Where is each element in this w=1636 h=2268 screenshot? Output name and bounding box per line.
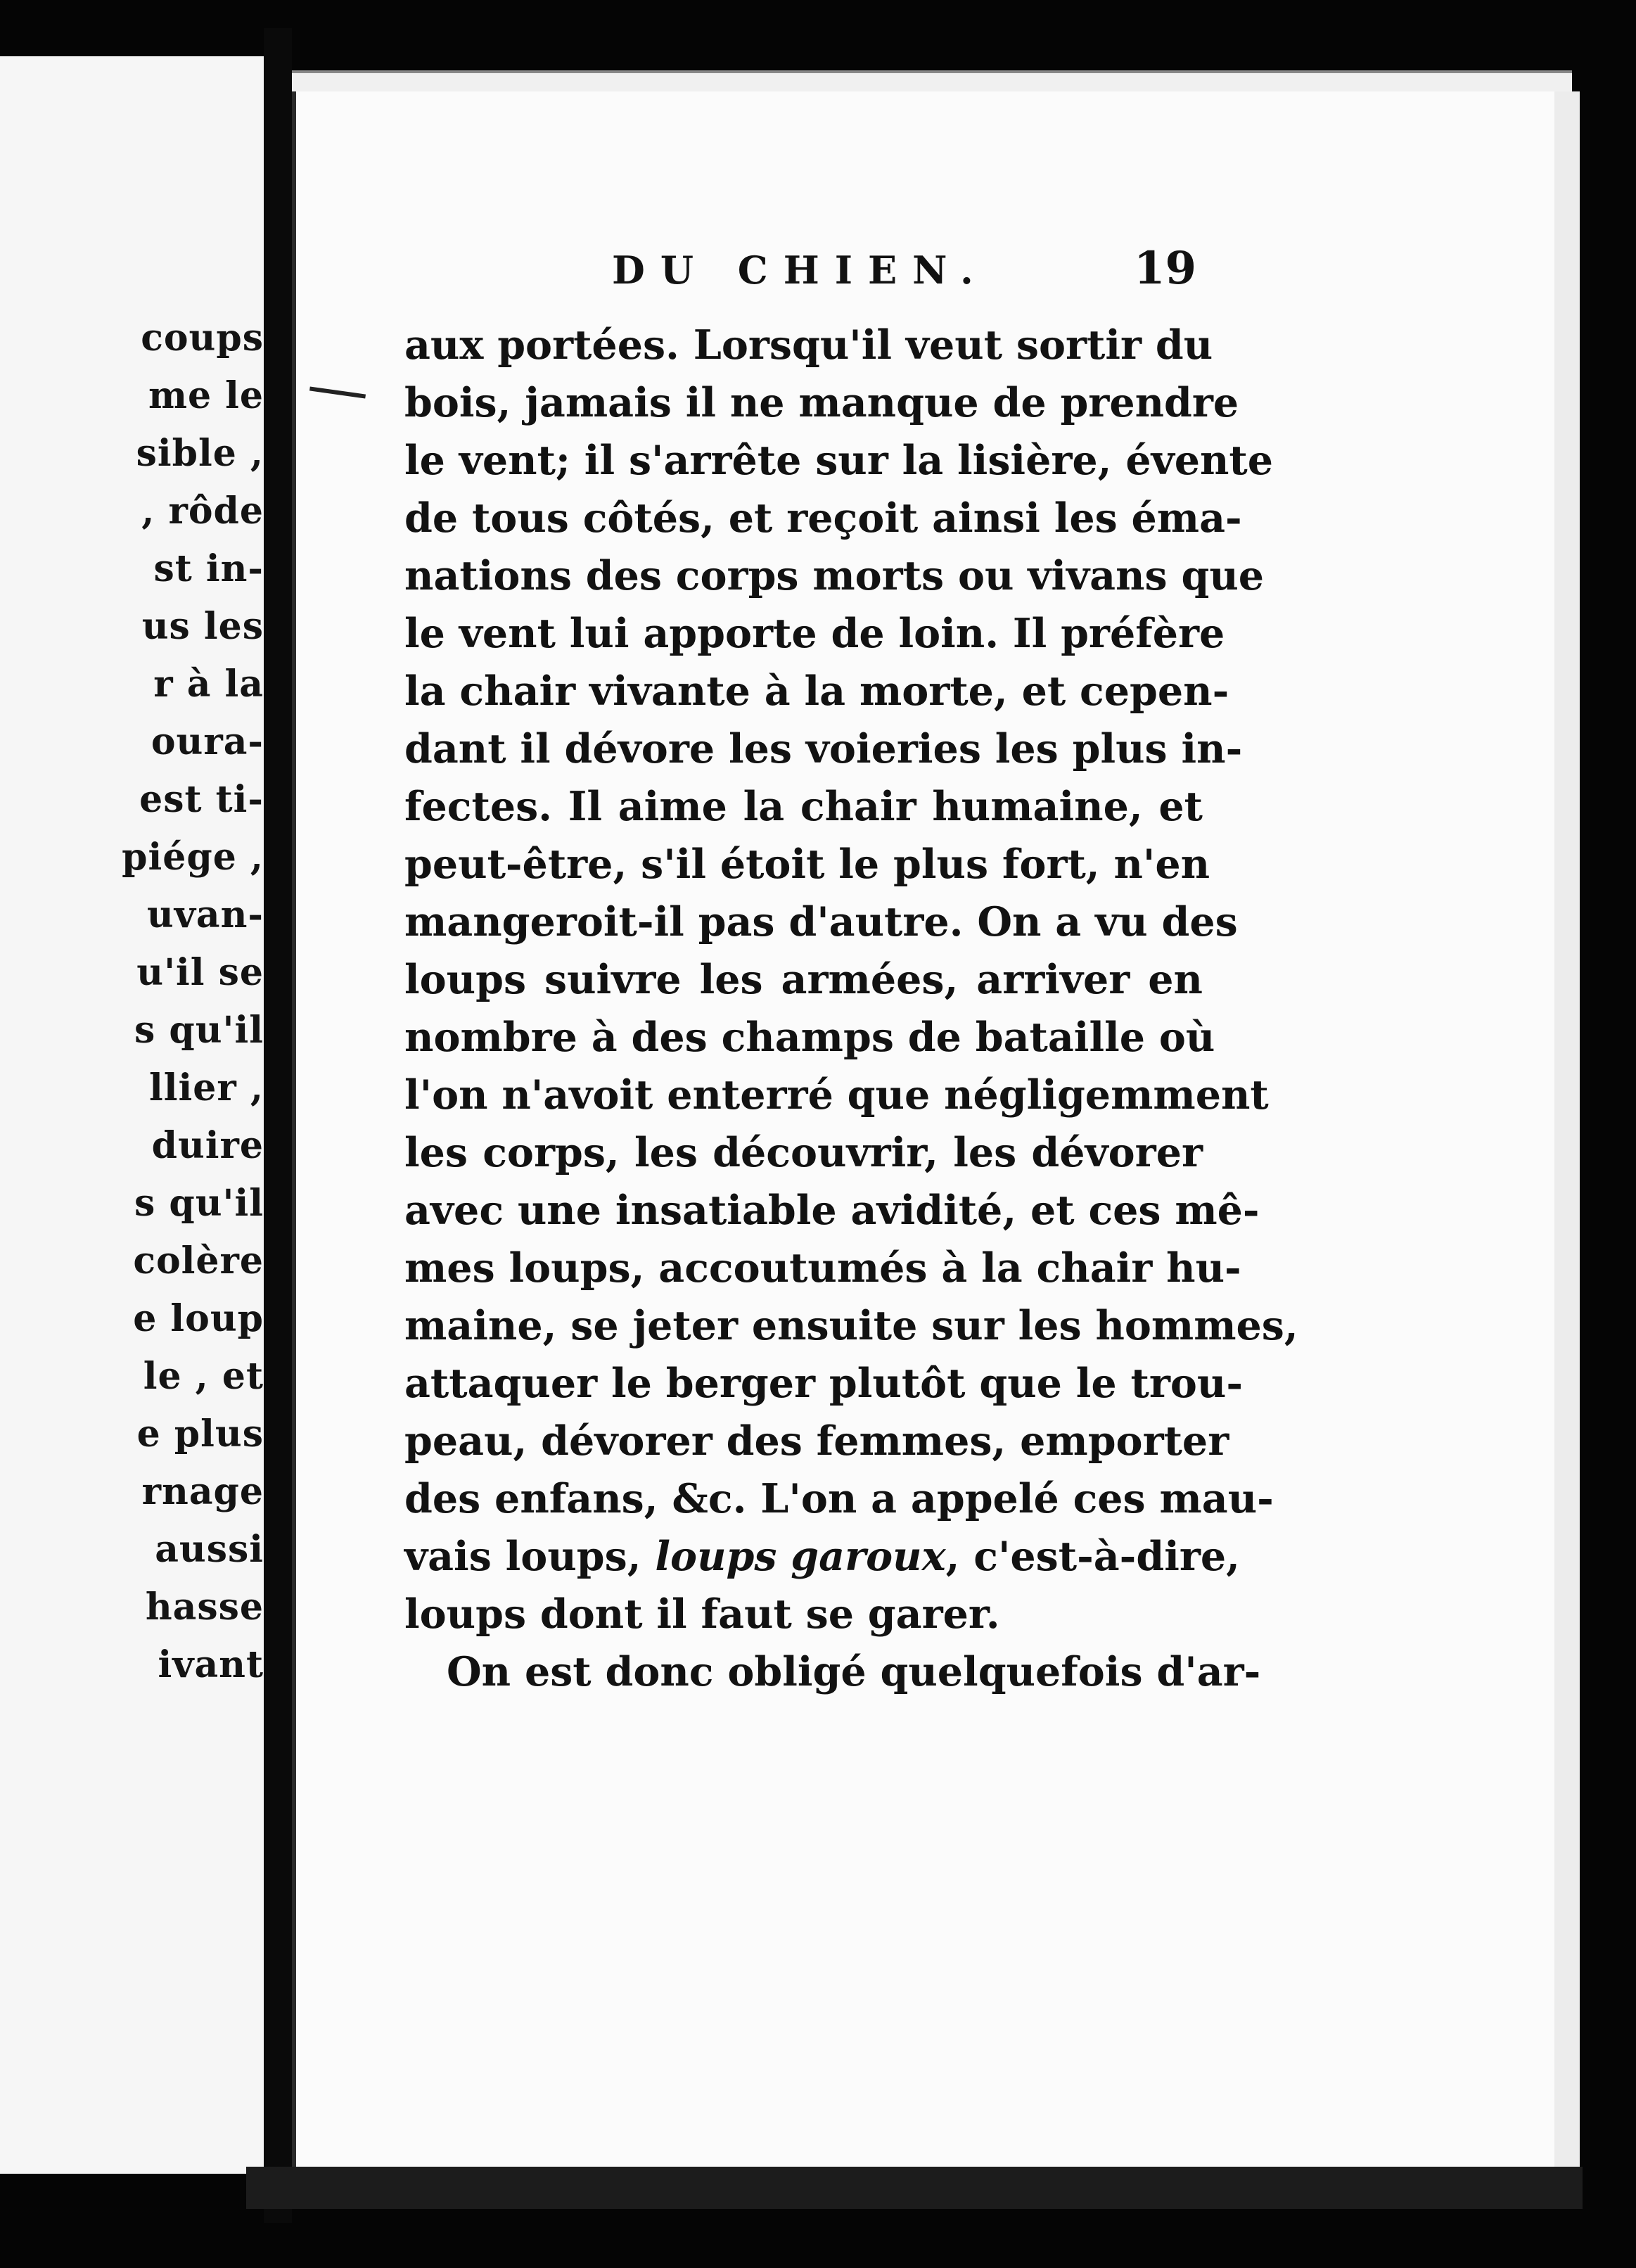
left-text-line: sible , xyxy=(136,432,264,475)
text-line: loups suivre les armées, arriver en xyxy=(404,956,1203,1003)
left-text-line: duire xyxy=(151,1124,264,1167)
left-text-line: uvan- xyxy=(146,893,264,936)
text-run: vais loups, xyxy=(404,1533,656,1580)
left-text-line: aussi xyxy=(155,1528,264,1571)
left-text-line: st in- xyxy=(153,547,264,590)
left-text-line: llier , xyxy=(149,1066,264,1109)
left-text-line: e plus xyxy=(136,1413,264,1455)
left-text-line: le , et xyxy=(143,1355,264,1398)
left-text-line: hasse xyxy=(145,1586,264,1629)
text-line: peut-être, s'il étoit le plus fort, n'en xyxy=(404,841,1210,888)
text-line: les corps, les découvrir, les dévorer xyxy=(404,1129,1203,1176)
left-text-line: rnage xyxy=(141,1470,264,1513)
left-text-line: s qu'il xyxy=(134,1009,264,1052)
text-line: de tous côtés, et reçoit ainsi les éma- xyxy=(404,495,1242,542)
left-text-line: ivant xyxy=(158,1643,264,1686)
left-text-line: , rôde xyxy=(141,490,264,533)
left-text-line: coups xyxy=(141,317,264,359)
text-line: aux portées. Lorsqu'il veut sortir du xyxy=(404,321,1213,369)
text-line: dant il dévore les voieries les plus in- xyxy=(404,725,1243,772)
text-line: fectes. Il aime la chair humaine, et xyxy=(404,783,1203,830)
text-line: avec une insatiable avidité, et ces mê- xyxy=(404,1187,1260,1234)
text-line: la chair vivante à la morte, et cepen- xyxy=(404,668,1229,715)
text-line: le vent lui apporte de loin. Il préfère xyxy=(404,610,1225,657)
text-line: mangeroit-il pas d'autre. On a vu des xyxy=(404,898,1238,945)
text-line: loups dont il faut se garer. xyxy=(404,1591,1000,1638)
text-line: attaquer le berger plutôt que le trou- xyxy=(404,1360,1243,1407)
left-page-fragment xyxy=(0,56,268,2174)
text-line: bois, jamais il ne manque de prendre xyxy=(404,379,1239,426)
left-text-line: us les xyxy=(141,605,264,648)
text-line: nations des corps morts ou vivans que xyxy=(404,552,1265,599)
italic-phrase: loups garoux xyxy=(655,1533,946,1580)
text-run: , c'est-à-dire, xyxy=(945,1533,1240,1580)
text-line: mes loups, accoutumés à la chair hu- xyxy=(404,1244,1241,1292)
body-text xyxy=(404,317,1298,1701)
paragraph-start-line: On est donc obligé quelquefois d'ar- xyxy=(447,1648,1261,1695)
left-text-line: s qu'il xyxy=(134,1182,264,1225)
left-text-line: est ti- xyxy=(139,778,264,821)
left-text-line: colère xyxy=(133,1240,264,1282)
book-gutter xyxy=(264,28,292,2223)
left-text-line: oura- xyxy=(151,720,264,763)
text-line: le vent; il s'arrête sur la lisière, évente xyxy=(404,437,1274,484)
left-text-line: r à la xyxy=(153,663,264,706)
text-line xyxy=(404,1528,1240,1586)
text-line: peau, dévorer des femmes, emporter xyxy=(404,1418,1229,1465)
left-text-line: e loup xyxy=(133,1297,264,1340)
text-line: nombre à des champs de bataille où xyxy=(404,1014,1215,1061)
text-line: l'on n'avoit enterré que négligemment xyxy=(404,1071,1269,1119)
page-bottom-edge xyxy=(246,2167,1583,2209)
left-text-line: piége , xyxy=(122,836,264,879)
running-head: DU CHIEN. xyxy=(612,248,989,293)
text-line: des enfans, &c. L'on a appelé ces mau- xyxy=(404,1475,1274,1522)
left-text-line: u'il se xyxy=(136,951,264,994)
page-number: 19 xyxy=(1134,242,1197,295)
text-line: maine, se jeter ensuite sur les hommes, xyxy=(404,1302,1298,1349)
left-text-line: me le xyxy=(148,374,264,417)
